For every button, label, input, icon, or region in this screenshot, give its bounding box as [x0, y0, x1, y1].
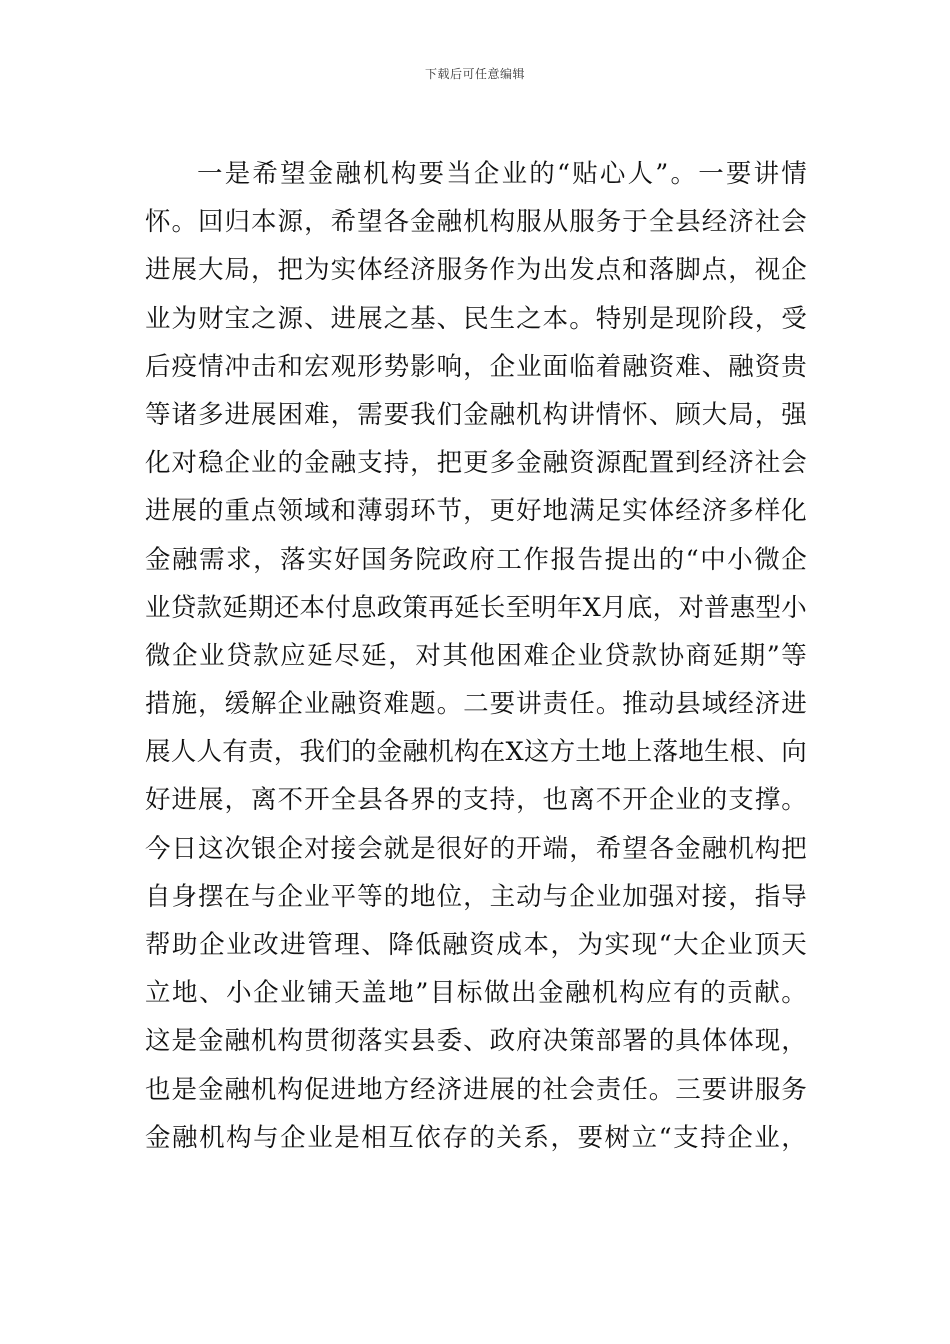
- text-line: 帮助企业改进管理、降低融资成本，为实现“大企业顶天: [145, 930, 807, 960]
- document-body: [145, 150, 807, 1162]
- text-line: 今日这次银企对接会就是很好的开端，希望各金融机构把: [145, 833, 807, 864]
- text-line: 立地、小企业铺天盖地”目标做出金融机构应有的贡献。: [145, 978, 807, 1009]
- page-header: 下载后可任意编辑: [424, 67, 525, 81]
- text-line: 业为财宝之源、进展之基、民生之本。特别是现阶段，受: [145, 303, 807, 334]
- text-line: 化对稳企业的金融支持，把更多金融资源配置到经济社会: [145, 448, 807, 479]
- text-line: 措施，缓解企业融资难题。二要讲责任。推动县域经济进: [145, 689, 807, 720]
- text-line: 金融机构与企业是相互依存的关系，要树立“支持企业，: [145, 1122, 807, 1153]
- text-line: 怀。回归本源，希望各金融机构服从服务于全县经济社会: [145, 207, 807, 238]
- text-line: 一是希望金融机构要当企业的“贴心人”。一要讲情: [197, 159, 807, 189]
- text-line: 进展的重点领域和薄弱环节，更好地满足实体经济多样化: [145, 496, 807, 527]
- text-line: 进展大局，把为实体经济服务作为出发点和落脚点，视企: [145, 255, 807, 286]
- text-line: 金融需求，落实好国务院政府工作报告提出的“中小微企: [145, 544, 807, 575]
- text-line: 后疫情冲击和宏观形势影响，企业面临着融资难、融资贵: [145, 351, 807, 382]
- text-line: 自身摆在与企业平等的地位，主动与企业加强对接，指导: [145, 881, 807, 912]
- text-line: 也是金融机构促进地方经济进展的社会责任。三要讲服务: [145, 1074, 807, 1105]
- text-line: 好进展，离不开全县各界的支持，也离不开企业的支撑。: [145, 785, 807, 816]
- text-line: 业贷款延期还本付息政策再延长至明年X月底，对普惠型小: [145, 592, 807, 623]
- text-line: 微企业贷款应延尽延，对其他困难企业贷款协商延期”等: [145, 640, 807, 671]
- text-line: 等诸多进展困难，需要我们金融机构讲情怀、顾大局，强: [145, 399, 807, 430]
- text-line: 展人人有责，我们的金融机构在X这方土地上落地生根、向: [145, 737, 807, 768]
- text-line: 这是金融机构贯彻落实县委、政府决策部署的具体体现，: [145, 1026, 807, 1057]
